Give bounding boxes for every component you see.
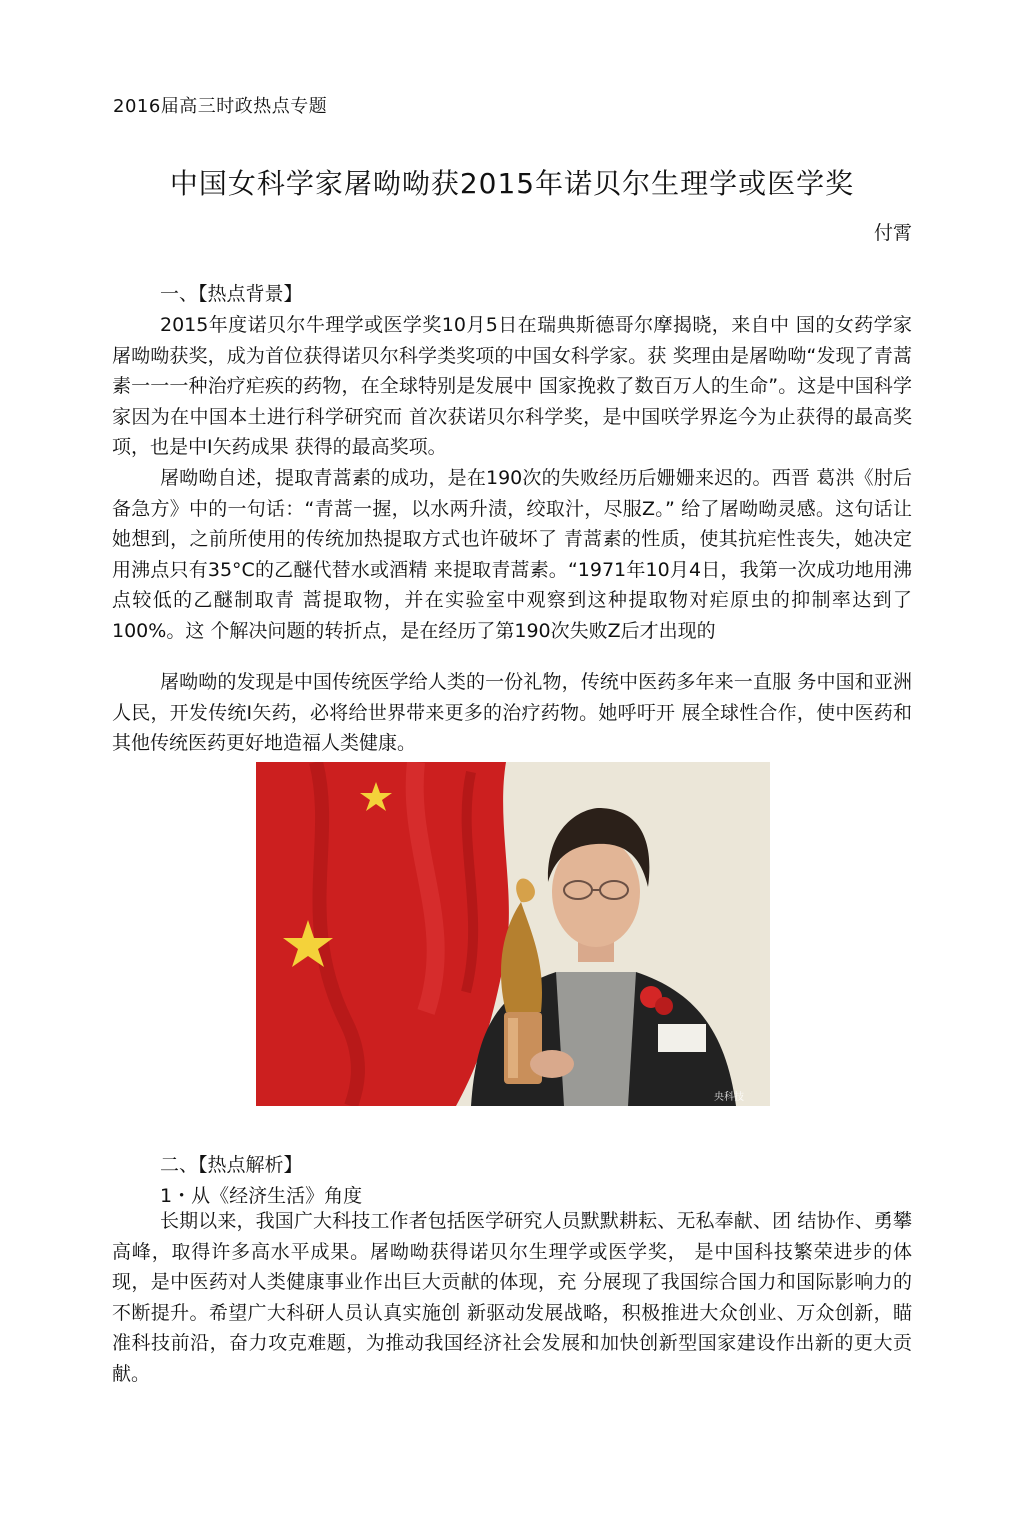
paragraph: 2015年度诺贝尔牛理学或医学奖10月5日在瑞典斯德哥尔摩揭晓，来自中 国的女药学家屠呦呦获奖，成为首位获得诺贝尔科学类奖项的中国女科学家。获 奖理由是屠呦呦“发现了青蒿素一一一种治疗疟疾的药物，在全球特别是发展中 国家挽救了数百万人的生命”。这是中国科学家因为在中国本土进行科学研究而 首次获诺贝尔科学奖，是中国咲学界迄今为止获得的最高奖项，也是中I矢药成果 获得的最高奖项。: [112, 314, 912, 458]
subsection-heading: 1・从《经济生活》角度: [160, 1185, 363, 1207]
paragraph: 长期以来，我国广大科技工作者包括医学研究人员默默耕耘、无私奉献、团 结协作、勇攀高峰，取得许多高水平成果。屠呦呦获得诺贝尔生理学或医学奖， 是中国科技繁荣进步的体现，是中医药对人类健康事业作出巨大贡献的体现，充 分展现了我国综合国力和国际影响力的不断提升。希望广大科研人员认真实施创 新驱动发展战略，积极推进大众创业、万众创新，瞄准科技前沿，奋力攻克难题，为推动我国经济社会发展和加快创新型国家建设作出新的更大贡献。: [112, 1210, 912, 1385]
page-header: 2016届高三时政热点专题: [113, 96, 328, 117]
photo-watermark: 央科技: [714, 1092, 744, 1103]
award-photo: [256, 762, 770, 1106]
section-heading-background: 一、【热点背景】: [160, 283, 303, 305]
document-title: 中国女科学家屠呦呦获2015年诺贝尔生理学或医学奖: [169, 167, 855, 200]
paragraph: 屠呦呦的发现是中国传统医学给人类的一份礼物，传统中医药多年来一直服 务中国和亚洲人民，开发传统I矢药，必将给世界带来更多的治疗药物。她呼吁开 展全球性合作，使中医药和其他传统医药更好地造福人类健康。: [112, 671, 912, 754]
section-heading-analysis: 二、【热点解析】: [160, 1154, 303, 1176]
paragraph: 屠呦呦自述，提取青蒿素的成功，是在190次的失败经历后姗姗来迟的。西晋 葛洪《肘后备急方》中的一句话：“青蒿一握，以水两升渍，绞取汁，尽服Z。” 给了屠呦呦灵感。这句话让她想到，之前所使用的传统加热提取方式也许破坏了 青蒿素的性质，使其抗疟性丧失，她决定用沸点只有35°C的乙醚代替水或酒精 来提取青蒿素。“1971年10月4日，我第一次成功地用沸点较低的乙醚制取青 蒿提取物，并在实验室中观察到这种提取物对疟原虫的抑制率达到了 100%。这 个解决问题的转折点，是在经历了第190次失败Z后才出现的: [112, 467, 912, 642]
author-name: 付霄: [873, 222, 912, 244]
